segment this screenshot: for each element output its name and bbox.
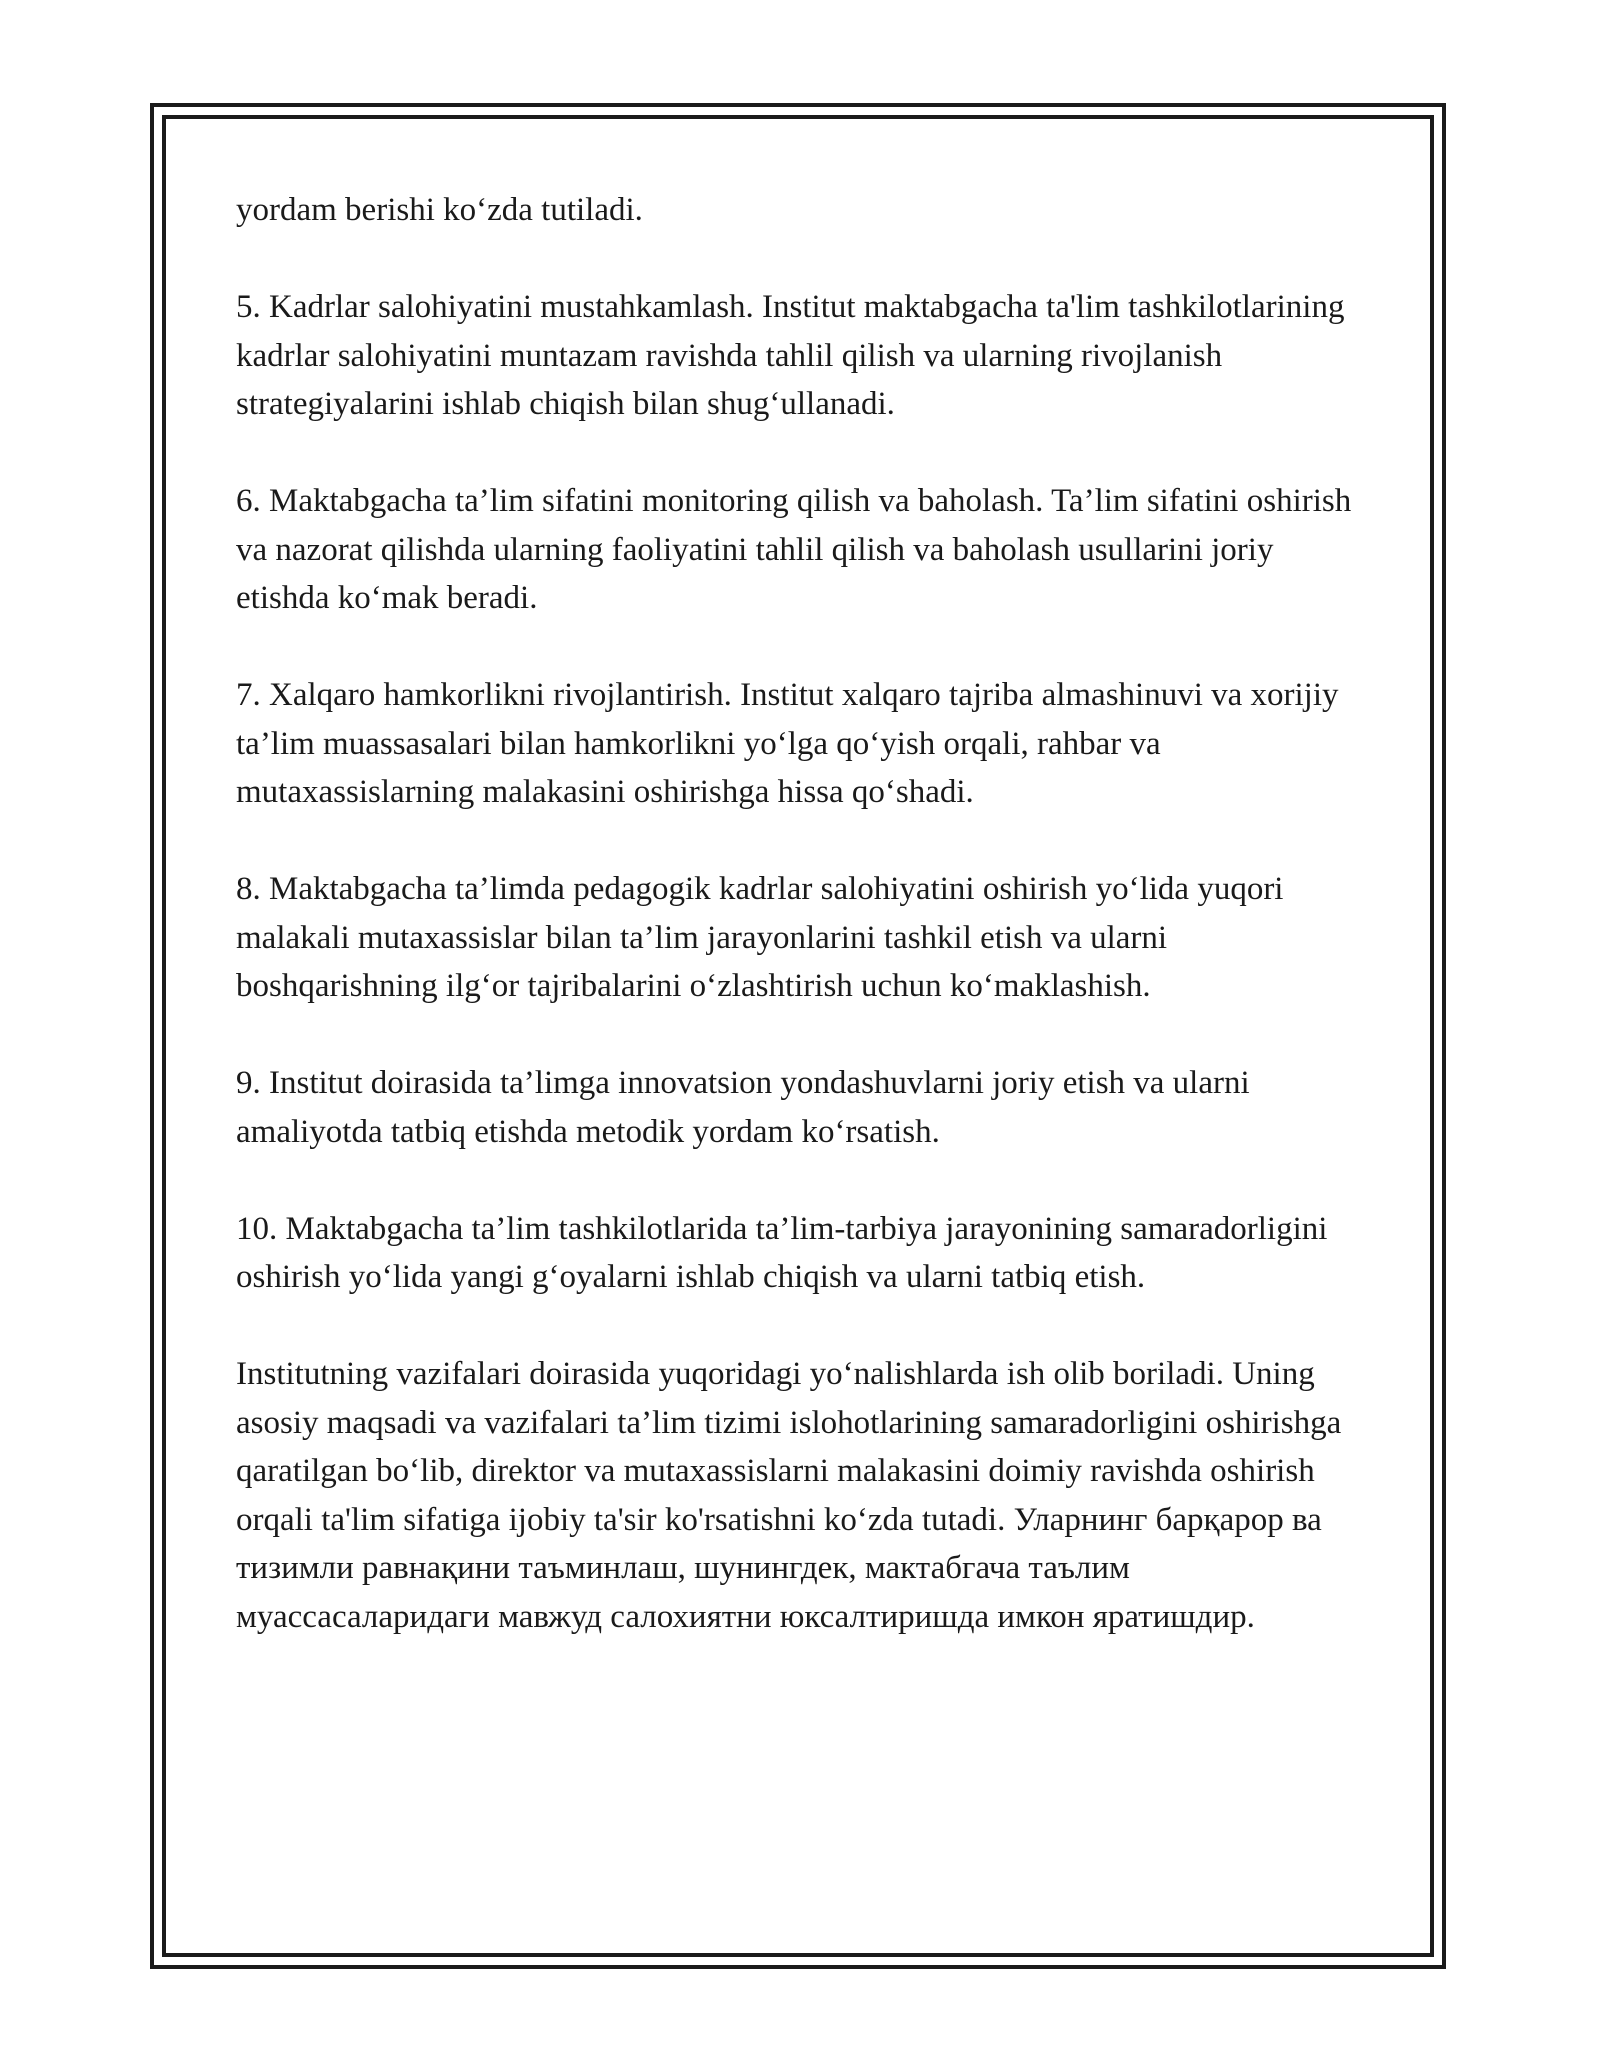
paragraph-conclusion: Institutning vazifalari doirasida yuqoridagi yo‘nalishlarda ish olib boriladi. Uning asosiy maqsadi va vazifalari ta’lim tizimi islohotlarining samaradorligini oshirishga qaratilgan bo‘lib, direktor va mutaxassislarni malakasini doimiy ravishda oshirish orqali ta'lim sifatiga ijobiy ta'sir ko'rsatishni ko‘zda tutadi. Уларнинг барқарор ва тизимли равнақини таъминлаш, шунингдек, мактабгача таълим муассасаларидаги мавжуд салохиятни юксалтиришда имкон яратишдир. <box>236 1356 1342 1635</box>
paragraph-item-9: 9. Institut doirasida ta’limga innovatsion yondashuvlarni joriy etish va ularni amaliyotda tatbiq etishda metodik yordam ko‘rsatish. <box>236 1065 1250 1150</box>
document-body <box>236 186 1366 1690</box>
paragraph-item-8: 8. Maktabgacha ta’limda pedagogik kadrlar salohiyatini oshirish yo‘lida yuqori malakali mutaxassislar bilan ta’lim jarayonlarini tashkil etish va ularni boshqarishning ilg‘or tajribalarini o‘zlashtirish uchun ko‘maklashish. <box>236 871 1284 1004</box>
paragraph-item-10: 10. Maktabgacha ta’lim tashkilotlarida ta’lim-tarbiya jarayonining samaradorligini oshirish yo‘lida yangi g‘oyalarni ishlab chiqish va ularni tatbiq etish. <box>236 1210 1328 1295</box>
paragraph-continuation: yordam berishi ko‘zda tutiladi. <box>236 192 643 228</box>
paragraph-item-5: 5. Kadrlar salohiyatini mustahkamlash. Institut maktabgacha ta'lim tashkilotlarining kadrlar salohiyatini muntazam ravishda tahlil qilish va ularning rivojlanish strategiyalarini ishlab chiqish bilan shug‘ullanadi. <box>236 289 1345 422</box>
paragraph-item-6: 6. Maktabgacha ta’lim sifatini monitoring qilish va baholash. Ta’lim sifatini oshirish va nazorat qilishda ularning faoliyatini tahlil qilish va baholash usullarini joriy etishda ko‘mak beradi. <box>236 483 1352 616</box>
paragraph-item-7: 7. Xalqaro hamkorlikni rivojlantirish. Institut xalqaro tajriba almashinuvi va xorijiy ta’lim muassasalari bilan hamkorlikni yo‘lga qo‘yish orqali, rahbar va mutaxassislarning malakasini oshirishga hissa qo‘shadi. <box>236 677 1339 810</box>
